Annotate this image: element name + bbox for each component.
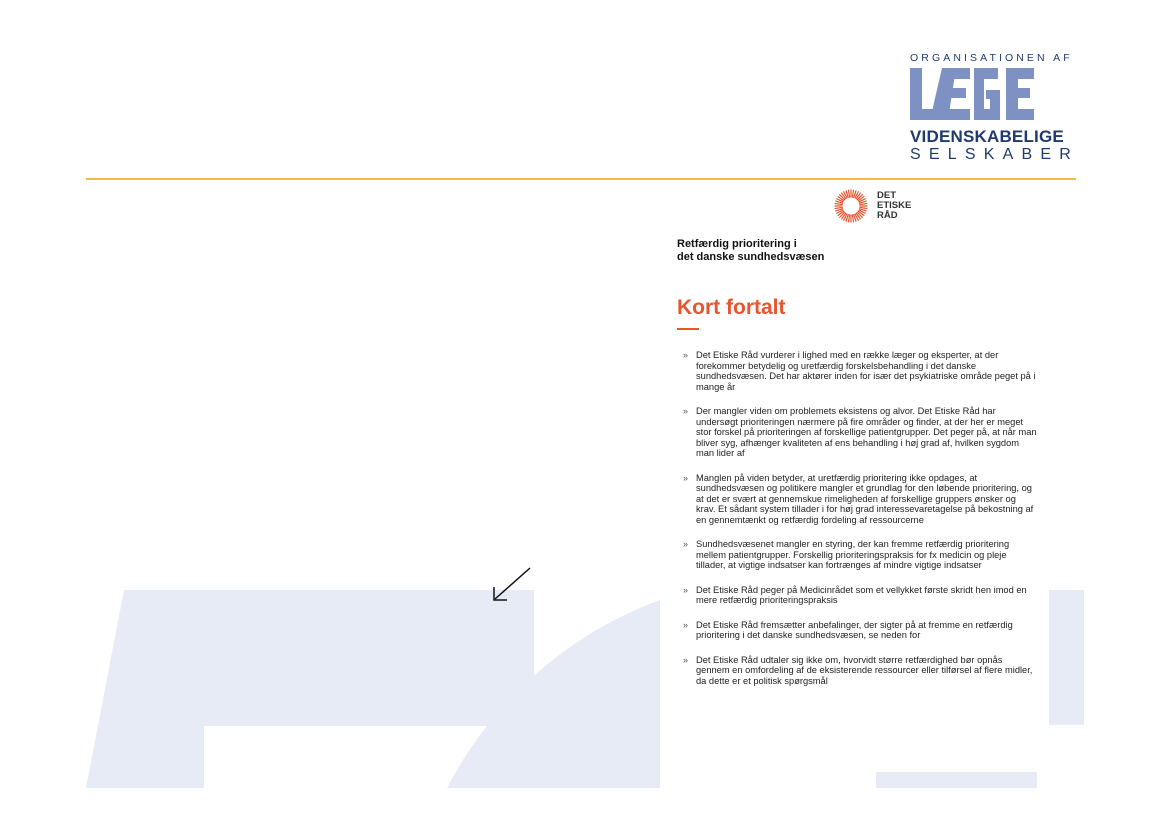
- sunburst-ray: [835, 207, 842, 208]
- document-title-line2: det danske sundhedsvæsen: [677, 251, 825, 263]
- list-item: [677, 350, 1037, 392]
- list-item: [677, 539, 1037, 571]
- bg-shape-block-bottom: [876, 772, 1037, 788]
- header-divider: [86, 178, 1076, 180]
- logo-line-middle: VIDENSKABELIGE: [910, 127, 1064, 146]
- list-item: [677, 473, 1037, 526]
- council-logo-line3: RÅD: [877, 210, 898, 221]
- sunburst-ray: [860, 204, 867, 205]
- list-item: [677, 620, 1037, 641]
- list-item: [677, 406, 1037, 459]
- list-item-text: Det Etiske Råd vurderer i lighed med en række læger og eksperter, at der forekommer betydelig og uretfærdig forskelsbehandling i det danske sundhedsvæsen. Det har aktører inden for især det psykiatriske område peget på i mange år: [696, 350, 1036, 392]
- list-item-text: Der mangler viden om problemets eksistens og alvor. Det Etiske Råd har undersøgt prioriteringen nærmere på fire områder og finder, at der her er meget stor forskel på prioriteringen af forskellige patientgrupper. Det peger på, at når man bliver syg, afhænger kvaliteten af ens behandling i høj grad af, hvilken sygdom man lider af: [696, 406, 1037, 458]
- bullet-marker: »: [683, 619, 689, 630]
- sunburst-ray: [835, 204, 842, 205]
- laege-wordmark: [910, 68, 1034, 120]
- council-logo-line1: DET: [877, 190, 896, 201]
- bg-shape-block-right: [1049, 590, 1084, 725]
- council-logo-line2: ETISKE: [877, 200, 912, 211]
- council-logo: [833, 188, 911, 224]
- document-column: [677, 238, 1037, 686]
- bullet-marker: »: [683, 406, 689, 416]
- document-title: [677, 238, 1037, 264]
- list-item-text: Manglen på viden betyder, at uretfærdig prioritering ikke opdages, at sundhedsvæsen og politikere mangler et grundlag for den løbende prioritering, og at det er svært at gennemskue rimeligheden af forskellige gruppers ønsker og krav. Et sådant system tillader i for høj grad interessevaretagelse på bekostning af en gennemtænkt og retfærdig fordeling af ressourcerne: [696, 472, 1034, 525]
- sunburst-ring-icon: [833, 188, 869, 224]
- organisation-logo: [910, 52, 1079, 164]
- summary-list: [677, 350, 1037, 700]
- bullet-marker: »: [683, 539, 689, 549]
- list-item-text: Det Etiske Råd peger på Medicinrådet som et vellykket første skridt hen imod en mere retfærdig prioriteringspraksis: [696, 584, 1027, 605]
- list-item-text: Det Etiske Råd udtaler sig ikke om, hvorvidt større retfærdighed bør opnås gennem en omfordeling af de eksisterende ressourcer eller tilførsel af flere midler, da dette er et politisk spørgsmål: [696, 654, 1033, 686]
- document-title-line1: Retfærdig prioritering i: [677, 238, 797, 250]
- logo-line-top: ORGANISATIONEN AF: [910, 52, 1073, 64]
- logo-line-bottom: SELSKABER: [910, 146, 1079, 163]
- section-heading: Kort fortalt: [677, 296, 786, 319]
- bullet-marker: »: [683, 654, 689, 665]
- list-item: [677, 655, 1037, 687]
- sunburst-ray: [852, 215, 853, 222]
- list-item-text: Sundhedsvæsenet mangler en styring, der kan fremme retfærdig prioritering mellem patientgrupper. Forskellig prioriteringspraksis for fx medicin og pleje tillader, at vigtige indsatser kan fortrænges af mindre vigtige indsatser: [696, 539, 1010, 570]
- sunburst-ray: [849, 190, 850, 197]
- bullet-marker: »: [683, 350, 689, 360]
- list-item-text: Det Etiske Råd fremsætter anbefalinger, der sigter på at fremme en retfærdig prioritering i det danske sundhedsvæsen, se neden for: [696, 619, 1013, 640]
- bullet-marker: »: [683, 472, 689, 483]
- heading-underline: [677, 328, 699, 330]
- list-item: [677, 585, 1037, 606]
- sunburst-ray: [860, 207, 867, 208]
- bullet-marker: »: [683, 584, 689, 595]
- arrow-down-left-icon: [490, 565, 534, 605]
- council-logo-text: [877, 191, 911, 221]
- sunburst-ray: [852, 190, 853, 197]
- sunburst-ray: [849, 215, 850, 222]
